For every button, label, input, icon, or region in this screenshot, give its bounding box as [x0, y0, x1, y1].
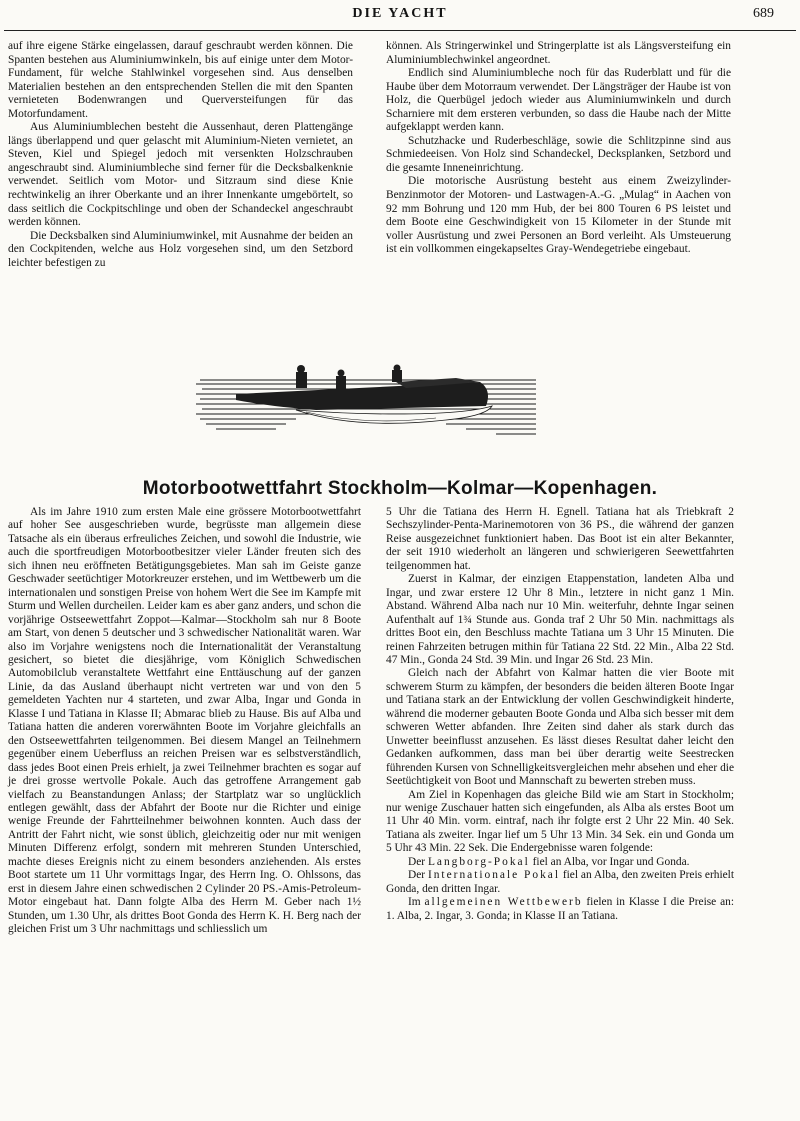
- paragraph: Die Decksbalken sind Aluminiumwinkel, mit Ausnahme der beiden an den Cockpitenden, welche aus Holz vorgesehen sind, um den Setzbord leichter befestigen zu: [8, 229, 353, 269]
- article-right-column: [386, 506, 734, 923]
- paragraph: Gleich nach der Abfahrt von Kalmar hatten die vier Boote mit schwerem Sturm zu kämpfen, der besonders die beiden älteren Boote Ingar und Tatiana stark an der Entwicklung der vollen Geschwindigkeit hinderte, während die moderner gebauten Boote Gonda und Alba sich besser mit dem schweren Wetter abfanden. Ihre Zeiten sind daher als stark durch das Unwetter beeinflusst anzusehen. Es lässt dieses Resultat daher leicht den Gedanken aufkommen, dass man bei über derartig weite Seestrecken führenden Kursen von Schnelligkeitsvergleichen mehr absehen und eher die Seetüchtigkeit von Boot und Mannschaft zu bewerten streben muss.: [386, 667, 734, 788]
- prize-name: allgemeinen Wettbewerb: [424, 896, 583, 909]
- prize-name: Internationale Pokal: [427, 869, 560, 882]
- prize-text: fiel an Alba, den zweiten Preis erhielt Gonda, den dritten Ingar.: [386, 869, 734, 895]
- header-rule: [4, 30, 796, 31]
- prize-text: fiel an Alba, vor Ingar und Gonda.: [529, 855, 690, 868]
- paragraph: 5 Uhr die Tatiana des Herrn H. Egnell. Tatiana hat als Triebkraft 2 Sechszylinder-Penta-Marinemotoren von 36 PS., die während der ganzen Reise ausgezeichnet funktioniert haben. Das Boot ist ein alter Bekannter, der seit 1910 wiederholt an längeren und schwierigeren Seewettfahrten teilgenommen hat.: [386, 506, 734, 572]
- prize-prefix: Der: [408, 869, 428, 882]
- page-number: 689: [753, 6, 774, 21]
- paragraph: Am Ziel in Kopenhagen das gleiche Bild wie am Start in Stockholm; nur wenige Zuschauer hatten sich eingefunden, als Alba als erstes Boot um 11 Uhr 40 Min. vorm. eintraf, nach ihr folgte erst 2 Uhr 22 Min. 40 Sek. Tatiana als zweiter. Ingar lief um 5 Uhr 13 Min. 34 Sek. ein und Gonda um 5 Uhr 43 Min. 22 Sek. Die Endergebnisse waren folgende:: [386, 788, 734, 855]
- prize-prefix: Der: [408, 855, 428, 868]
- result-paragraph: [386, 869, 734, 896]
- paragraph: Die motorische Ausrüstung besteht aus einem Zweizylinder-Benzinmotor der Motoren- und Lastwagen-A.-G. „Mulag“ in Aachen von 92 mm Bohrung und 120 mm Hub, der bei 800 Touren 6 PS leistet und dem Boote eine Geschwindigkeit von 15 Kilometer in der Stunde mit voller Ausrüstung und zwei Personen an Bord verleiht. Als Umsteuerung ist ein vollkommen eingekapseltes Gray-Wendegetriebe eingebaut.: [386, 175, 731, 256]
- paragraph: Schutzhacke und Ruderbeschläge, sowie die Schlitzpinne sind aus Schmiedeeisen. Von Holz sind Schandeckel, Decksplanken, Setzbord und die gesamte Inneneinrichtung.: [386, 134, 731, 174]
- article-title: Motorbootwettfahrt Stockholm—Kolmar—Kopenhagen.: [142, 478, 658, 499]
- paragraph: auf ihre eigene Stärke eingelassen, darauf geschraubt werden können. Die Spanten bestehen aus Aluminiumwinkeln, bis auf einige unter dem Motor-Fundament, für welche Stahlwinkel vorgesehen sind. Aus denselben Materialien bestehen an den entsprechenden Stellen die mit den Spanten vernieteten Bodenwrangen und Querversteifungen für das Motorfundament.: [8, 40, 353, 120]
- prize-text: fielen in Klasse I die Preise an: 1. Alba, 2. Ingar, 3. Gonda; in Klasse II an Tatiana.: [386, 896, 734, 922]
- prize-name: Langborg-Pokal: [427, 855, 530, 868]
- magazine-title: DIE YACHT: [352, 6, 448, 21]
- paragraph: Zuerst in Kalmar, der einzigen Etappenstation, landeten Alba und Ingar, und zwar erstere 12 Uhr 8 Min., letztere in nicht ganz 1 Min. Abstand. Während Alba nach nur 10 Min. weiterfuhr, dehnte Ingar seinen Aufenthalt auf 1¾ Stunde aus. Gonda traf 2 Uhr 50 Min. nachmittags als drittes Boot ein, den Beschluss machte Tatiana um 3 Uhr 15 Minuten. Die reinen Fahrzeiten betrugen mithin für Tatiana 22 Std. 22 Min., Alba 22 Std. 47 Min., Gonda 24 Std. 39 Min. und Ingar 26 Std. 23 Min.: [386, 573, 734, 666]
- paragraph: Als im Jahre 1910 zum ersten Male eine grössere Motorbootwettfahrt auf hoher See ausgeschrieben wurde, begrüsste man allgemein diese Tatsache als ein überaus erfreuliches Zeichen, und sowohl die Industrie, wie auch die sportfreudigen Motorbootbesitzer vieler Länder freuten sich des sich ihnen neu eröffneten Betätigungsgebietes. Man sah im Geiste ganze Geschwader seetüchtiger Motorkreuzer erstehen, und im Wettbewerb um die internationalen und sonstigen Preise von hohem Wert die See im Kampfe mit Sturm und Wellen durcheilen. Leider kam es aber ganz anders, und schon die vorjährige Ostseewettfahrt Zoppot—Kalmar—Stockholm sah nur 8 Boote am Start, von denen 5 deutscher und 3 schwedischer Nationalität waren. War also im Vorjahre wenigstens noch die Internationalität der Veranstaltung gesichert, so bietet die diesjährige, vom Königlich Schwedischen Automobilclub veranstaltete Wettfahrt eine Enttäuschung auf der ganzen Linie, da das Ausland überhaupt nicht vertreten war und von den 5 gemeldeten Yachten nur 4 starteten, und zwar Alba, Ingar und Gonda in Klasse I und Tatiana in Klasse II; Abmarac blieb zu Hause. Bis auf Alba und Tatiana hatten die anderen vorerwähnten Boote im Vorjahre gleichfalls an den Ostseewettfahrten teilgenommen. Bei diesem Mangel an Teilnehmern gegenüber einem Ueberfluss an reichen Preisen war es selbstverständlich, dass jedes Boot einen Preis erhielt, ja zwei Teilnehmer brachten es sogar auf je drei grosse wertvolle Pokale. Auch das getroffene Arrangement gab vielfach zu Beanstandungen Anlass; der Startplatz war so unglücklich entlegen gewählt, dass der Abfahrt der Boote nur die Richter und einige wenige Freunde der Fahrtteilnehmer beiwohnen konnten. Auch dass der Antritt der Fahrt nicht, wie sonst üblich, gleichzeitig oder nur mit wenigen Minuten Differenz erfolgt, sondern mit mehreren Stunden Unterschied, machte dieses Ereignis nicht zu einem besonders anziehenden. Als erstes Boot startete um 11 Uhr vormittags Ingar, des Herrn Ing. O. Ohlssons, das erst in diesem Jahre einen schwedischen 2 Cylinder 20 PS.-Amis-Petroleum-Motor eingebaut hat. Dann folgte Alba des Herrn M. Geber nach 1½ Stunden, um 1.30 Uhr, als drittes Boot Gonda des Herrn K. H. Berg nach der gleichen Frist um 3 Uhr nachmittags und schliesslich um: [8, 506, 361, 936]
- running-header: [0, 6, 800, 26]
- paragraph: Aus Aluminiumblechen besteht die Aussenhaut, deren Plattengänge längs überlappend und quer gelascht mit Aluminium-Nieten vernietet, an Steven, Kiel und Spiegel jedoch mit versenkten Holzschrauben angeschraubt sind. Aluminiumbleche sind ferner für die Decksbalkenknie verwendet. Seitlich vom Motor- und Sitzraum sind diese Knie rechtwinkelig an ihrer Oberkante und an ihrer Innenkante umgebörtelt, so dass seitlich die Cockpitschlinge und oben der Schandeckel angeschraubt werden können.: [8, 121, 353, 229]
- prize-prefix: Im: [408, 896, 425, 909]
- top-right-column: [386, 40, 731, 257]
- paragraph: können. Als Stringerwinkel und Stringerplatte ist als Längsversteifung ein Aluminiumblechwinkel angeordnet.: [386, 40, 731, 66]
- top-left-column: [8, 40, 353, 270]
- result-paragraph: [386, 896, 734, 923]
- paragraph: Endlich sind Aluminiumbleche noch für das Ruderblatt und für die Haube über dem Motorraum verwendet. Der Längsträger der Haube ist von Holz, die Querbügel jedoch wieder aus Aluminiumwinkeln und durch Scharniere mit dem ersteren verbunden, so dass die Haube nach der Mitte aufgeklappt werden kann.: [386, 67, 731, 134]
- article-left-column: [8, 506, 361, 937]
- motorboat-illustration: [196, 360, 540, 442]
- result-paragraph: [386, 856, 734, 869]
